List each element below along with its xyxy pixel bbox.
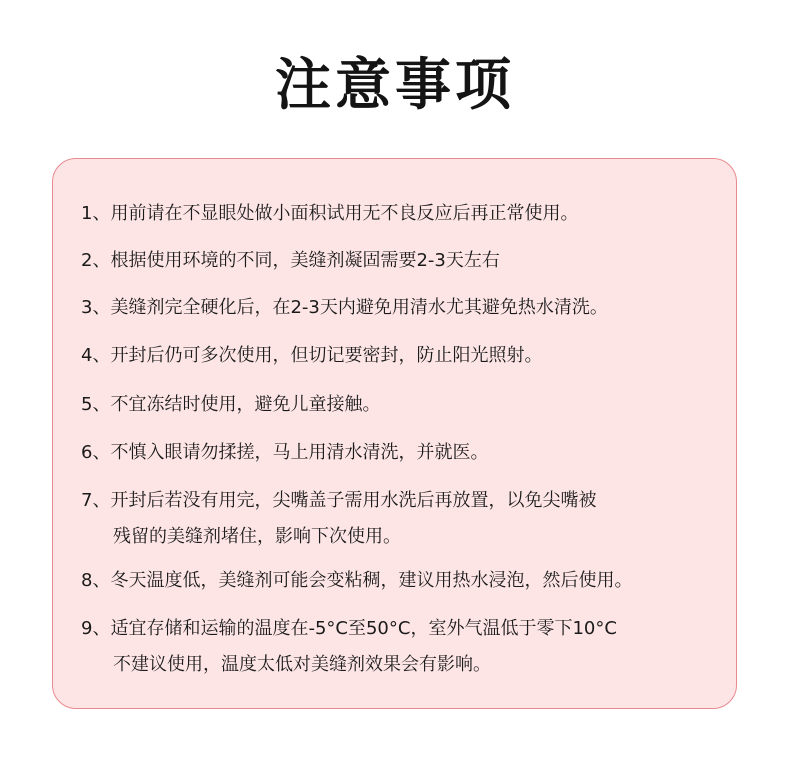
notice-item-3 (81, 290, 721, 326)
notice-item-7 (81, 483, 721, 555)
page-title: 注意事项 (275, 53, 515, 118)
item-number: 9、 (81, 618, 111, 639)
item-text: 不慎入眼请勿揉搓，马上用清水清洗，并就医。 (110, 442, 489, 463)
item-number: 6、 (81, 442, 111, 463)
item-number: 7、 (81, 490, 111, 511)
item-text: 不宜冻结时使用，避免儿童接触。 (110, 394, 381, 415)
item-number: 8、 (81, 570, 111, 591)
item-number: 3、 (81, 297, 111, 318)
item-text: 根据使用环境的不同，美缝剂凝固需要2-3天左右 (110, 250, 500, 271)
notice-item-8 (81, 563, 721, 599)
notice-item-2 (81, 243, 721, 279)
notice-item-1 (81, 196, 721, 232)
item-text: 冬天温度低，美缝剂可能会变粘稠，建议用热水浸泡，然后使用。 (110, 570, 633, 591)
item-text-continued: 不建议使用，温度太低对美缝剂效果会有影响。 (113, 654, 491, 675)
item-number: 2、 (81, 250, 111, 271)
item-text: 适宜存储和运输的温度在-5°C至50°C，室外气温低于零下10°C (110, 618, 617, 639)
notice-item-5 (81, 387, 721, 423)
item-number: 1、 (81, 203, 111, 224)
item-number: 5、 (81, 394, 111, 415)
item-text: 用前请在不显眼处做小面积试用无不良反应后再正常使用。 (110, 203, 579, 224)
item-text-continued: 残留的美缝剂堵住，影响下次使用。 (113, 526, 401, 547)
notice-item-6 (81, 435, 721, 471)
notice-item-9 (81, 611, 721, 683)
notice-card (52, 158, 737, 709)
notice-item-4 (81, 338, 721, 374)
item-text: 开封后若没有用完，尖嘴盖子需用水洗后再放置，以免尖嘴被 (110, 490, 597, 511)
item-text: 美缝剂完全硬化后，在2-3天内避免用清水尤其避免热水清洗。 (110, 297, 608, 318)
item-number: 4、 (81, 345, 111, 366)
item-text: 开封后仍可多次使用，但切记要密封，防止阳光照射。 (110, 345, 543, 366)
